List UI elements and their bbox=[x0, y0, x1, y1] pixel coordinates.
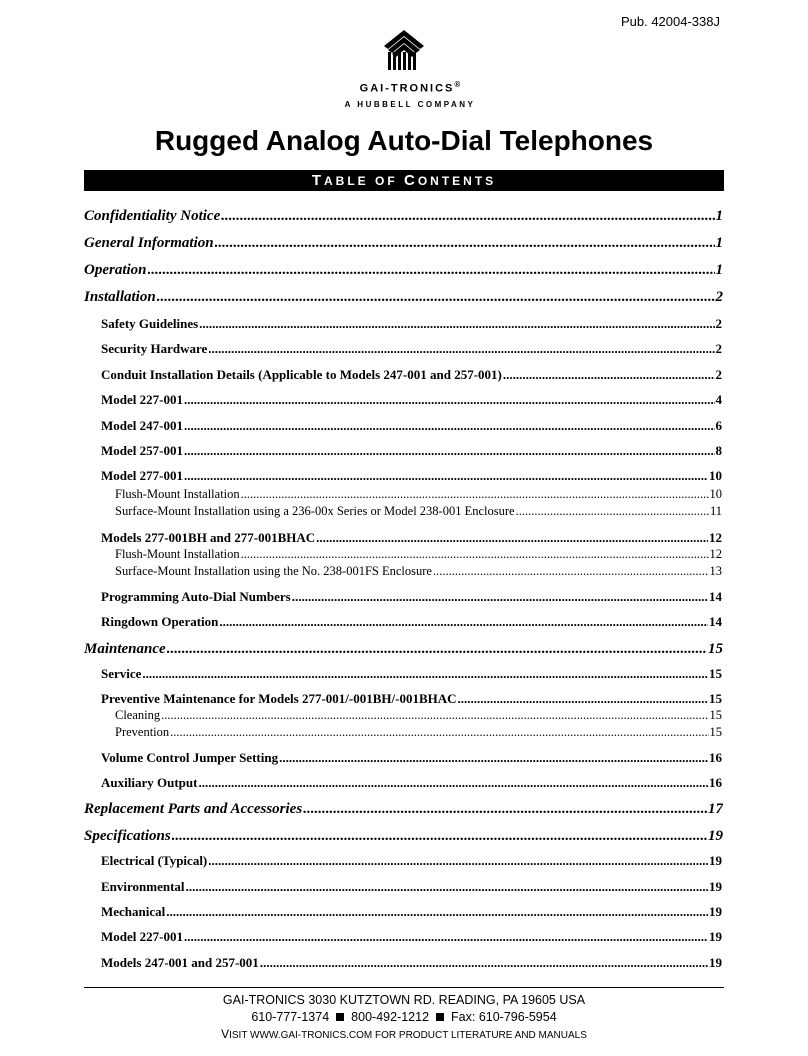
toc-entry-label: Replacement Parts and Accessories bbox=[84, 801, 303, 817]
toc-entry-label: Safety Guidelines bbox=[101, 316, 199, 331]
toc-entry[interactable] bbox=[101, 341, 722, 357]
toc-entry[interactable] bbox=[115, 564, 722, 579]
toc-entry-label: Confidentiality Notice bbox=[84, 208, 221, 224]
toc-entry-page: 12 bbox=[709, 547, 722, 561]
toc-leader-dots bbox=[166, 904, 708, 920]
toc-entry-label: Conduit Installation Details (Applicable to Models 247-001 and 257-001) bbox=[101, 367, 502, 382]
toc-entry-page: 2 bbox=[715, 341, 722, 356]
toc-leader-dots bbox=[241, 487, 709, 502]
footer-divider bbox=[84, 987, 724, 988]
toc-entry[interactable] bbox=[84, 828, 723, 845]
toc-entry-page: 2 bbox=[715, 289, 723, 305]
toc-entry-page: 8 bbox=[715, 443, 722, 458]
toc-leader-dots bbox=[148, 262, 715, 279]
toc-entry[interactable] bbox=[115, 487, 722, 502]
toc-entry-label: Surface-Mount Installation using a 236-00x Series or Model 238-001 Enclosure bbox=[115, 504, 515, 518]
toc-entry[interactable] bbox=[101, 955, 722, 971]
toc-entry-label: Environmental bbox=[101, 879, 185, 894]
toc-leader-dots bbox=[215, 235, 715, 252]
toc-entry[interactable] bbox=[84, 208, 723, 225]
toc-leader-dots bbox=[186, 879, 708, 895]
toc-entry[interactable] bbox=[101, 691, 722, 707]
toc-leader-dots bbox=[433, 564, 709, 579]
toc-leader-dots bbox=[184, 929, 708, 945]
toc-entry[interactable] bbox=[84, 262, 723, 279]
toc-entry[interactable] bbox=[84, 235, 723, 252]
toc-entry-page: 19 bbox=[709, 904, 722, 919]
company-tagline: A HUBBELL COMPANY bbox=[344, 100, 476, 109]
toc-entry-page: 14 bbox=[709, 589, 722, 604]
toc-leader-dots bbox=[142, 666, 708, 682]
toc-entry-label: Prevention bbox=[115, 725, 170, 739]
toc-entry[interactable] bbox=[101, 367, 722, 383]
toc-entry-page: 10 bbox=[709, 468, 722, 483]
gai-tronics-logo bbox=[0, 28, 808, 74]
toc-leader-dots bbox=[184, 468, 708, 484]
toc-leader-dots bbox=[208, 853, 708, 869]
toc-entry[interactable] bbox=[101, 614, 722, 630]
toc-entry-page: 2 bbox=[715, 316, 722, 331]
toc-entry-page: 16 bbox=[709, 750, 722, 765]
toc-entry[interactable] bbox=[101, 904, 722, 920]
toc-leader-dots bbox=[170, 725, 708, 740]
toc-leader-dots bbox=[219, 614, 708, 630]
toc-entry[interactable] bbox=[115, 547, 722, 562]
toc-entry[interactable] bbox=[101, 853, 722, 869]
toc-leader-dots bbox=[503, 367, 715, 383]
toc-entry-label: Specifications bbox=[84, 828, 171, 844]
footer-website-note: VISIT WWW.GAI-TRONICS.COM FOR PRODUCT LITERATURE AND MANUALS bbox=[221, 1027, 587, 1041]
toc-entry[interactable] bbox=[115, 708, 722, 723]
toc-leader-dots bbox=[279, 750, 708, 766]
toc-entry-page: 17 bbox=[708, 801, 723, 817]
toc-entry-label: Models 277-001BH and 277-001BHAC bbox=[101, 530, 316, 545]
toc-entry[interactable] bbox=[115, 725, 722, 740]
toc-entry[interactable] bbox=[84, 641, 723, 658]
toc-entry-page: 14 bbox=[709, 614, 722, 629]
toc-entry[interactable] bbox=[101, 750, 722, 766]
toc-entry-page: 19 bbox=[709, 955, 722, 970]
toc-entry[interactable] bbox=[101, 530, 722, 546]
toc-entry-label: Mechanical bbox=[101, 904, 166, 919]
toc-entry-page: 15 bbox=[709, 725, 722, 739]
toc-entry-page: 19 bbox=[709, 853, 722, 868]
toc-leader-dots bbox=[260, 955, 708, 971]
brand-name: GAI-TRONICS® bbox=[359, 80, 461, 95]
toc-entry-page: 15 bbox=[709, 666, 722, 681]
toc-entry-label: Flush-Mount Installation bbox=[115, 547, 240, 561]
toc-entry-label: Cleaning bbox=[115, 708, 161, 722]
toc-leader-dots bbox=[316, 530, 708, 546]
toc-entry-label: Ringdown Operation bbox=[101, 614, 219, 629]
toc-entry-label: Model 227-001 bbox=[101, 392, 183, 407]
toc-entry-page: 4 bbox=[715, 392, 722, 407]
toc-entry[interactable] bbox=[101, 468, 722, 484]
toc-entry-label: Preventive Maintenance for Models 277-001/-001BH/-001BHAC bbox=[101, 691, 457, 706]
toc-entry-page: 15 bbox=[709, 691, 722, 706]
toc-leader-dots bbox=[198, 775, 708, 791]
toc-entry-label: Electrical (Typical) bbox=[101, 853, 208, 868]
toc-entry-label: Security Hardware bbox=[101, 341, 208, 356]
toc-leader-dots bbox=[184, 418, 715, 434]
toc-entry-page: 19 bbox=[709, 929, 722, 944]
toc-entry-page: 16 bbox=[709, 775, 722, 790]
toc-entry[interactable] bbox=[84, 801, 723, 818]
toc-entry-page: 1 bbox=[715, 262, 723, 278]
toc-entry[interactable] bbox=[101, 929, 722, 945]
toc-leader-dots bbox=[303, 801, 707, 818]
document-title: Rugged Analog Auto-Dial Telephones bbox=[154, 125, 654, 156]
toc-entry-label: Model 257-001 bbox=[101, 443, 183, 458]
toc-entry-page: 13 bbox=[709, 564, 722, 578]
toc-leader-dots bbox=[157, 289, 715, 306]
toc-entry[interactable] bbox=[101, 443, 722, 459]
toc-entry[interactable] bbox=[101, 392, 722, 408]
toc-leader-dots bbox=[221, 208, 714, 225]
toc-entry-label: Service bbox=[101, 666, 142, 681]
toc-leader-dots bbox=[208, 341, 714, 357]
toc-entry-label: Auxiliary Output bbox=[101, 775, 198, 790]
toc-entry-label: Model 277-001 bbox=[101, 468, 183, 483]
toc-entry-label: Maintenance bbox=[84, 641, 166, 657]
toc-entry-page: 19 bbox=[708, 828, 723, 844]
toc-entry-page: 2 bbox=[715, 367, 722, 382]
toc-leader-dots bbox=[241, 547, 709, 562]
toc-entry-page: 1 bbox=[715, 235, 723, 251]
toc-entry[interactable] bbox=[101, 316, 722, 332]
toc-entry-page: 15 bbox=[709, 708, 722, 722]
toc-leader-dots bbox=[172, 828, 707, 845]
toc-entry-label: Model 247-001 bbox=[101, 418, 183, 433]
toc-entry-page: 19 bbox=[709, 879, 722, 894]
toc-entry-label: Installation bbox=[84, 289, 156, 305]
toc-entry-page: 1 bbox=[715, 208, 723, 224]
toc-entry-page: 6 bbox=[715, 418, 722, 433]
toc-entry-page: 11 bbox=[709, 504, 722, 518]
toc-entry-label: General Information bbox=[84, 235, 214, 251]
toc-leader-dots bbox=[184, 392, 715, 408]
footer-address: GAI-TRONICS 3030 KUTZTOWN RD. READING, PA 19605 USA bbox=[222, 993, 586, 1007]
toc-entry-label: Surface-Mount Installation using the No. 238-001FS Enclosure bbox=[115, 564, 432, 578]
toc-entry-page: 12 bbox=[709, 530, 722, 545]
toc-entry-label: Flush-Mount Installation bbox=[115, 487, 240, 501]
toc-entry[interactable] bbox=[101, 879, 722, 895]
toc-leader-dots bbox=[458, 691, 708, 707]
toc-entry-label: Model 227-001 bbox=[101, 929, 183, 944]
toc-entry-page: 10 bbox=[709, 487, 722, 501]
toc-leader-dots bbox=[292, 589, 708, 605]
toc-entry[interactable] bbox=[101, 589, 722, 605]
toc-leader-dots bbox=[516, 504, 709, 519]
toc-entry[interactable] bbox=[115, 504, 722, 519]
toc-leader-dots bbox=[167, 641, 707, 658]
toc-leader-dots bbox=[184, 443, 715, 459]
toc-entry-page: 15 bbox=[708, 641, 723, 657]
toc-entry[interactable] bbox=[84, 289, 723, 306]
toc-entry-label: Programming Auto-Dial Numbers bbox=[101, 589, 291, 604]
toc-leader-dots bbox=[199, 316, 714, 332]
publication-number: Pub. 42004-338J bbox=[620, 14, 720, 29]
footer-phones: 610-777-1374 800-492-1212 Fax: 610-796-5954 bbox=[251, 1010, 557, 1024]
toc-entry[interactable] bbox=[101, 775, 722, 791]
toc-entry[interactable] bbox=[101, 418, 722, 434]
toc-entry[interactable] bbox=[101, 666, 722, 682]
toc-entry-label: Operation bbox=[84, 262, 147, 278]
toc-entry-label: Volume Control Jumper Setting bbox=[101, 750, 279, 765]
toc-entry-label: Models 247-001 and 257-001 bbox=[101, 955, 259, 970]
toc-heading: TABLE OF CONTENTS bbox=[84, 170, 724, 191]
toc-leader-dots bbox=[161, 708, 708, 723]
